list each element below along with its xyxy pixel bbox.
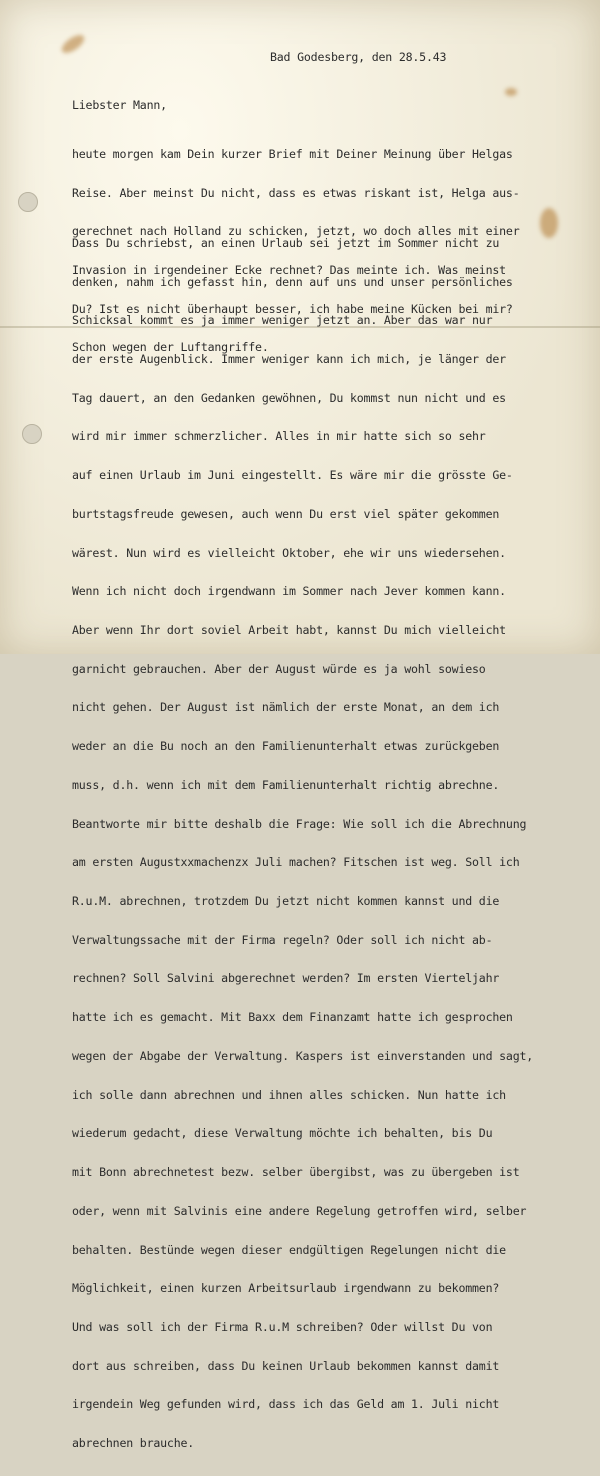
text-line: wärest. Nun wird es vielleicht Oktober, ehe wir uns wiedersehen.	[72, 545, 506, 560]
text-line: nicht gehen. Der August ist nämlich der erste Monat, an dem ich	[72, 700, 500, 715]
text-line: behalten. Bestünde wegen dieser endgültigen Regelungen nicht die	[72, 1242, 506, 1257]
text-line: wegen der Abgabe der Verwaltung. Kaspers ist einverstanden und sagt,	[72, 1048, 534, 1063]
text-line: muss, d.h. wenn ich mit dem Familienunterhalt richtig abrechne.	[72, 777, 500, 792]
punch-hole	[18, 192, 38, 212]
text-line: denken, nahm ich gefasst hin, denn auf uns und unser persönliches	[72, 274, 513, 289]
text-line: rechnen? Soll Salvini abgerechnet werden? Im ersten Vierteljahr	[72, 971, 500, 986]
rust-stain	[505, 88, 517, 96]
text-line: wiederum gedacht, diese Verwaltung möchte ich behalten, bis Du	[72, 1126, 493, 1141]
text-line: Beantworte mir bitte deshalb die Frage: Wie soll ich die Abrechnung	[72, 816, 527, 831]
text-line: heute morgen kam Dein kurzer Brief mit Deiner Meinung über Helgas	[72, 146, 513, 161]
text-line: burtstagsfreude gewesen, auch wenn Du erst viel später gekommen	[72, 506, 500, 521]
text-line: oder, wenn mit Salvinis eine andere Regelung getroffen wird, selber	[72, 1203, 527, 1218]
letter-paragraph-2	[72, 211, 592, 1476]
text-line: auf einen Urlaub im Juni eingestellt. Es wäre mir die grösste Ge-	[72, 468, 513, 483]
text-line: Verwaltungssache mit der Firma regeln? Oder soll ich nicht ab-	[72, 932, 493, 947]
text-line: am ersten Augustxxmachenzx Juli machen? Fitschen ist weg. Soll ich	[72, 855, 520, 870]
text-line: Reise. Aber meinst Du nicht, dass es etwas riskant ist, Helga aus-	[72, 185, 520, 200]
text-line: hatte ich es gemacht. Mit Baxx dem Finanzamt hatte ich gesprochen	[72, 1010, 513, 1025]
text-line: Schon wegen der Luftangriffe.	[72, 340, 269, 355]
text-line: dort aus schreiben, dass Du keinen Urlaub bekommen kannst damit	[72, 1358, 500, 1373]
text-line: Schicksal kommt es ja immer weniger jetzt an. Aber das war nur	[72, 313, 493, 328]
text-line: Und was soll ich der Firma R.u.M schreiben? Oder willst Du von	[72, 1319, 493, 1334]
text-line: garnicht gebrauchen. Aber der August würde es ja wohl sowieso	[72, 661, 486, 676]
text-line: mit Bonn abrechnetest bezw. selber übergibst, was zu übergeben ist	[72, 1165, 520, 1180]
text-line: Dass Du schriebst, an einen Urlaub sei jetzt im Sommer nicht zu	[72, 235, 500, 250]
text-line: Möglichkeit, einen kurzen Arbeitsurlaub irgendwann zu bekommen?	[72, 1281, 500, 1296]
text-line: R.u.M. abrechnen, trotzdem Du jetzt nicht kommen kannst und die	[72, 894, 500, 909]
text-line: wird mir immer schmerzlicher. Alles in mir hatte sich so sehr	[72, 429, 486, 444]
letter-salutation: Liebster Mann,	[72, 98, 167, 112]
text-line: Du? Ist es nicht überhaupt besser, ich habe meine Kücken bei mir?	[72, 301, 513, 316]
text-line: Aber wenn Ihr dort soviel Arbeit habt, kannst Du mich vielleicht	[72, 623, 506, 637]
rust-stain	[59, 32, 87, 57]
text-line: Tag dauert, an den Gedanken gewöhnen, Du kommst nun nicht und es	[72, 390, 506, 405]
text-line: gerechnet nach Holland zu schicken, jetzt, wo doch alles mit einer	[72, 224, 520, 239]
letter-date: Bad Godesberg, den 28.5.43	[270, 50, 447, 64]
text-line: der erste Augenblick. Immer weniger kann ich mich, je länger der	[72, 351, 506, 366]
text-line: irgendein Weg gefunden wird, dass ich das Geld am 1. Juli nicht	[72, 1397, 500, 1412]
text-line: Invasion in irgendeiner Ecke rechnet? Das meinte ich. Was meinst	[72, 262, 506, 277]
text-line: Wenn ich nicht doch irgendwann im Sommer nach Jever kommen kann.	[72, 584, 506, 599]
text-line: ich solle dann abrechnen und ihnen alles schicken. Nun hatte ich	[72, 1087, 506, 1102]
punch-hole	[22, 424, 42, 444]
text-line: weder an die Bu noch an den Familienunterhalt etwas zurückgeben	[72, 739, 500, 754]
text-line: abrechnen brauche.	[72, 1436, 195, 1451]
